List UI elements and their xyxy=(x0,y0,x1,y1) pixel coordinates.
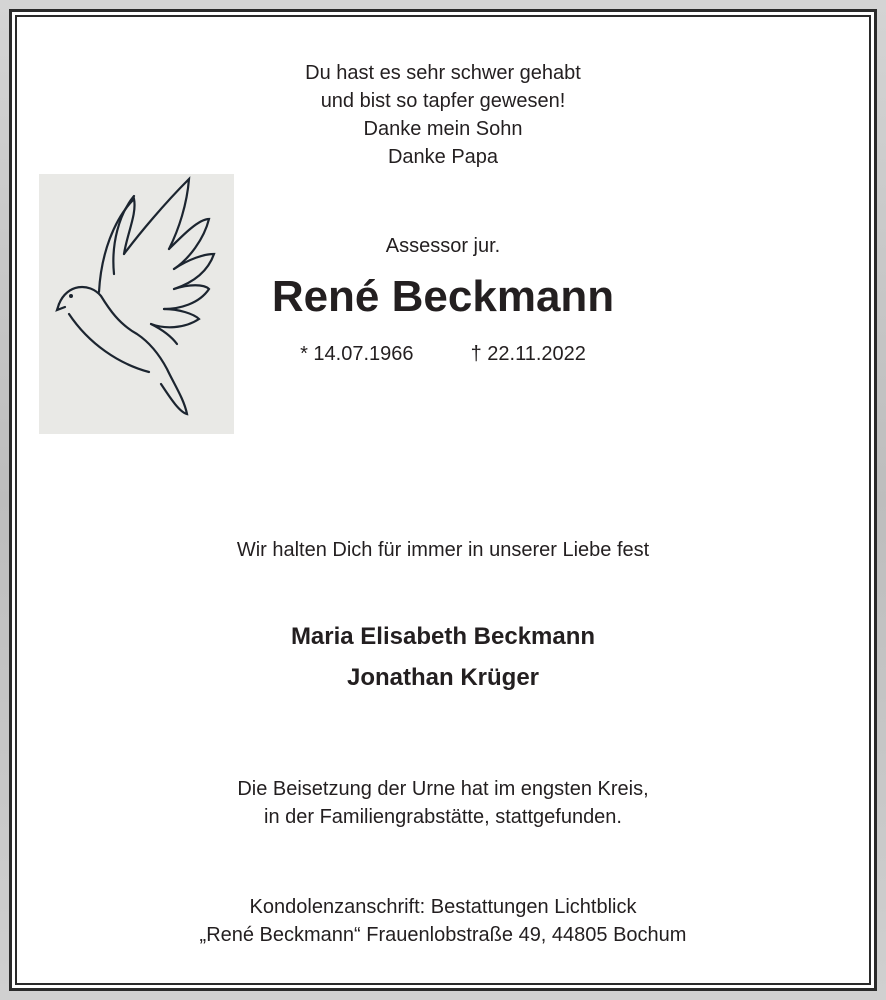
birth-date: * 14.07.1966 xyxy=(300,343,414,365)
verse-line: und bist so tapfer gewesen! xyxy=(320,90,566,112)
family-name: Maria Elisabeth Beckmann xyxy=(290,623,596,650)
verse-line: Danke mein Sohn xyxy=(363,118,523,140)
verse-line: Du hast es sehr schwer gehabt xyxy=(305,62,581,84)
burial-line: in der Familiengrabstätte, stattgefunden. xyxy=(264,806,622,828)
burial-notice xyxy=(0,775,886,831)
death-date: † 22.11.2022 xyxy=(470,343,586,365)
deceased-name: René Beckmann xyxy=(271,272,615,321)
address-line: Kondolenzanschrift: Bestattungen Lichtblick xyxy=(249,896,637,918)
family-name: Jonathan Krüger xyxy=(346,664,540,691)
burial-line: Die Beisetzung der Urne hat im engsten Kreis, xyxy=(237,778,649,800)
dates xyxy=(0,340,886,368)
verse xyxy=(0,59,886,171)
verse-line: Danke Papa xyxy=(387,146,499,168)
address-line: „René Beckmann“ Frauenlobstraße 49, 44805 Bochum xyxy=(199,924,687,946)
motto: Wir halten Dich für immer in unserer Liebe fest xyxy=(236,539,650,561)
condolence-address xyxy=(0,893,886,949)
honorific: Assessor jur. xyxy=(385,235,501,257)
